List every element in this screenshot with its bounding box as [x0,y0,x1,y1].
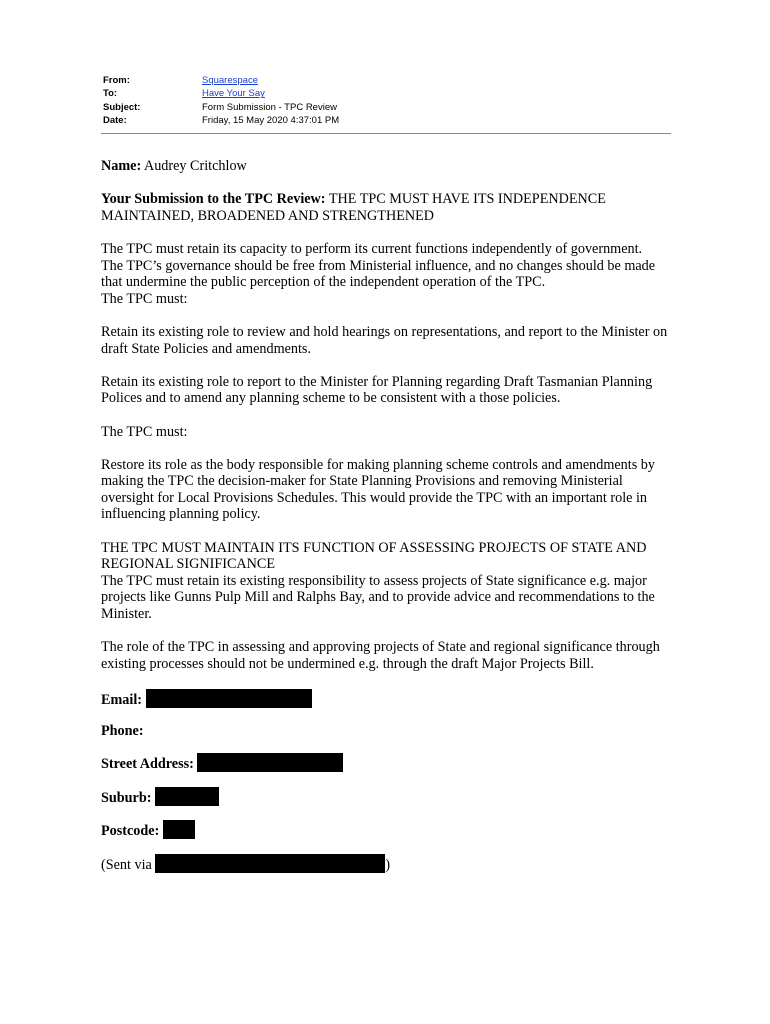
to-label: To: [103,88,118,100]
section-heading: THE TPC MUST MAINTAIN ITS FUNCTION OF ASSESSING PROJECTS OF STATE AND REGIONAL SIGNIFICANCE [101,539,647,573]
header-divider [101,133,671,134]
date-row [103,114,671,127]
paragraph: The TPC must retain its existing responsibility to assess projects of State significance e.g. major projects like Gunns Pulp Mill and Ralphs Bay, and to provide advice and recommendations to the Minister. [101,572,655,623]
redaction-block [197,753,343,772]
postcode-label: Postcode: [101,823,160,840]
date-value: Friday, 15 May 2020 4:37:01 PM [202,114,340,126]
phone-label: Phone: [101,722,144,739]
email-label: Email: [101,692,142,708]
paragraph: Restore its role as the body responsible for making planning scheme controls and amendments by making the TPC the decision-maker for State Planning Provisions and removing Ministerial oversight for Local Provisions Schedules. This would provide the TPC with an important role in influencing planning policy. [101,456,655,523]
paragraph: The role of the TPC in assessing and approving projects of State and regional significance through existing processes should not be undermined e.g. through the draft Major Projects Bill. [101,639,660,672]
submission-line [101,191,671,224]
submission-label: Your Submission to the TPC Review: [101,191,326,208]
paragraph: The TPC must: [101,290,188,307]
name-value: Audrey Critchlow [143,158,247,174]
subject-row [103,101,671,114]
email-line [101,689,671,709]
subject-value: Form Submission - TPC Review [202,101,337,113]
paragraph: Retain its existing role to report to the Minister for Planning regarding Draft Tasmanian Planning Polices and to amend any planning scheme to be consistent with a those policies. [101,373,653,407]
from-link[interactable]: Squarespace [202,75,258,86]
street-line [101,753,671,773]
message-body [101,158,671,874]
name-line [101,158,671,175]
street-label: Street Address: [101,756,194,773]
phone-line [101,723,671,740]
to-row [103,87,671,100]
date-label: Date: [103,114,127,126]
suburb-line [101,787,671,807]
redaction-block [163,820,195,839]
postcode-line [101,820,671,840]
from-label: From: [103,75,130,86]
redaction-block [146,689,312,708]
paragraph: The TPC’s governance should be free from Ministerial influence, and no changes should be made that undermine the public perception of the independent operation of the TPC. [101,257,656,291]
paragraph: Retain its existing role to review and hold hearings on representations, and report to the Minister on draft State Policies and amendments. [101,323,668,357]
paragraph: The TPC must: [101,423,188,440]
submission-title: THE TPC MUST HAVE ITS INDEPENDENCE MAINTAINED, BROADENED AND STRENGTHENED [101,191,606,224]
sent-prefix: (Sent via [101,856,152,873]
subject-label: Subject: [103,101,141,113]
redaction-block [155,854,385,873]
redaction-block [155,787,219,806]
from-row [103,74,671,87]
suburb-label: Suburb: [101,789,152,806]
to-link[interactable]: Have Your Say [202,88,265,100]
email-header [103,74,671,127]
sent-suffix: ) [385,856,391,873]
paragraph: The TPC must retain its capacity to perform its current functions independently of government. [101,240,643,257]
name-label: Name: [101,158,142,174]
sent-via-line [101,854,671,874]
